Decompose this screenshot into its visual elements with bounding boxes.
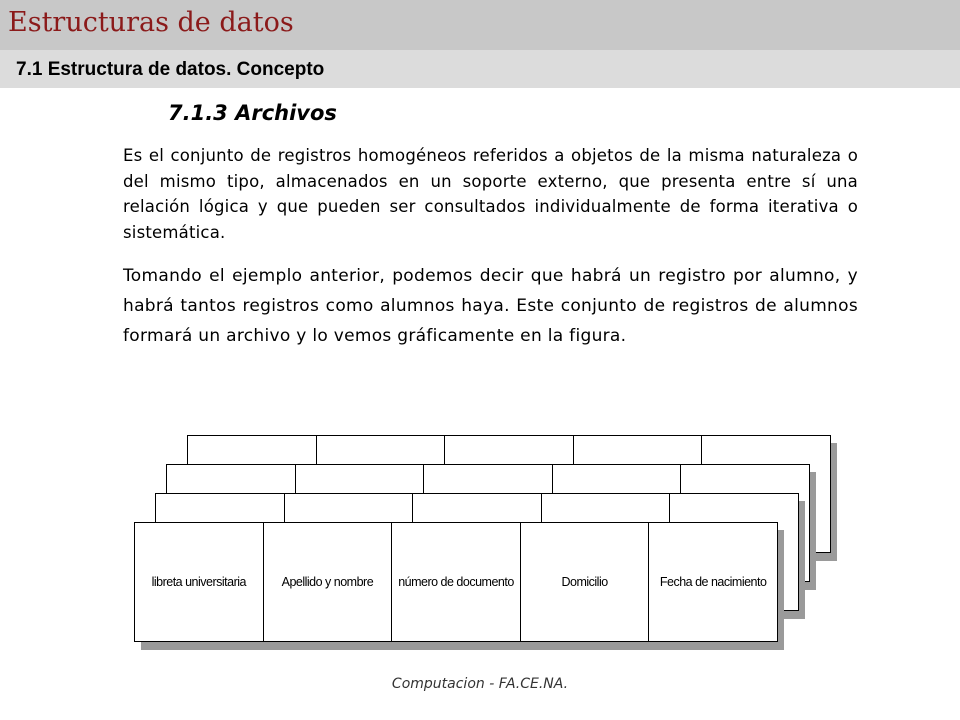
field-numero-de-documento: número de documento — [392, 523, 521, 641]
footer: Computacion - FA.CE.NA. — [391, 676, 569, 692]
paragraph-definition: Es el conjunto de registros homogéneos referidos a objetos de la misma naturaleza o del mismo tipo, almacenados en un soporte externo, que presenta entre sí una relación lógica y que pueden ser consultados individualmente de forma iterativa o sistemática. — [123, 146, 858, 242]
slide-title: Estructuras de datos — [8, 7, 294, 38]
paragraph-example: Tomando el ejemplo anterior, podemos decir que habrá un registro por alumno, y habrá tantos registros como alumnos haya. Este conjunto de registros de alumnos formará un archivo y lo vemos gráficamente en la figura. — [123, 266, 858, 346]
field-libreta-universitaria: libreta universitaria — [135, 523, 264, 641]
field-apellido-y-nombre: Apellido y nombre — [264, 523, 393, 641]
slide-subtitle: 7.1 Estructura de datos. Concepto — [16, 59, 325, 80]
section-heading: 7.1.3 Archivos — [168, 101, 337, 125]
record-front — [134, 522, 778, 642]
field-fecha-de-nacimiento: Fecha de nacimiento — [659, 575, 767, 589]
field-domicilio: Domicilio — [521, 523, 650, 641]
